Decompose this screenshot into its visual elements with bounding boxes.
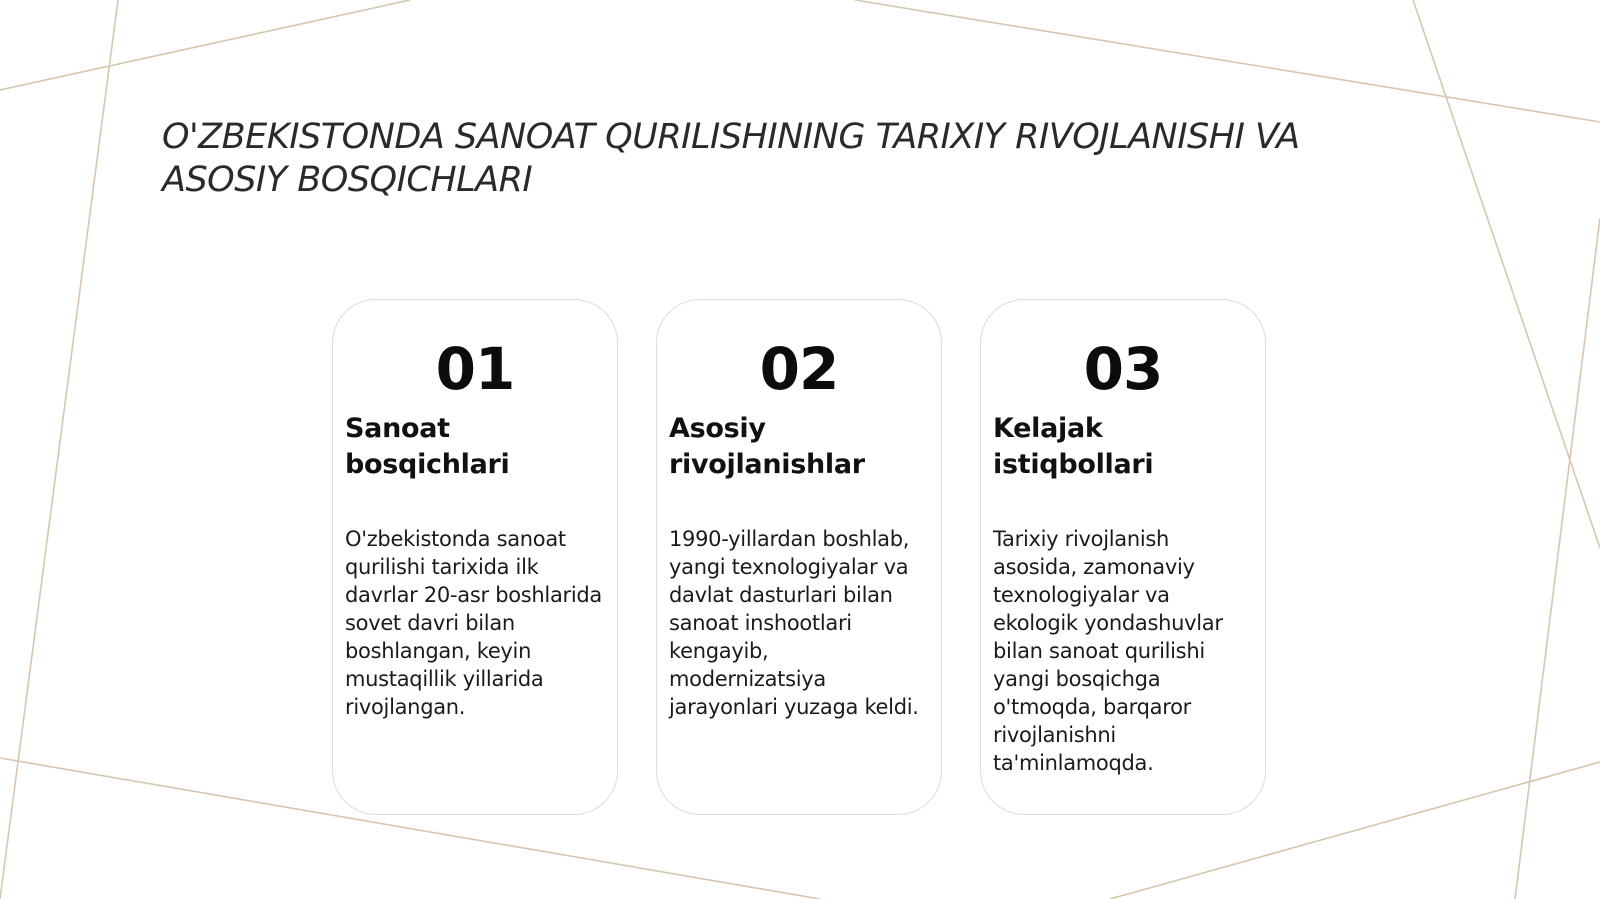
decor-line (0, 0, 410, 90)
stage-card-01 (332, 299, 618, 815)
stage-card-02 (656, 299, 942, 815)
card-heading: Sanoat bosqichlari (345, 413, 510, 480)
card-number: 02 (759, 335, 839, 403)
card-description: 1990-yillardan boshlab, yangi texnologiyalar va davlat dasturlari bilan sanoat inshootlari kengayib, modernizatsiya jarayonlari yuzaga keldi. (669, 527, 919, 719)
stage-card-03 (980, 299, 1266, 815)
card-number: 03 (1083, 335, 1163, 403)
slide-title: O'ZBEKISTONDA SANOAT QURILISHINING TARIXIY RIVOJLANISHI VA ASOSIY BOSQICHLARI (162, 117, 1300, 200)
decor-line (855, 0, 1600, 122)
card-description: Tarixiy rivojlanish asosida, zamonaviy texnologiyalar va ekologik yondashuvlar bilan sanoat qurilishi yangi bosqichga o'tmoqda, barqaror rivojlanishni ta'minlamoqda. (993, 527, 1223, 775)
card-heading: Kelajak istiqbollari (993, 413, 1154, 480)
decor-line (1413, 0, 1600, 548)
decor-line (0, 0, 118, 899)
card-number: 01 (435, 335, 515, 403)
decor-line (1515, 218, 1600, 899)
card-description: O'zbekistonda sanoat qurilishi tarixida ilk davrlar 20-asr boshlarida sovet davri bilan boshlangan, keyin mustaqillik yillarida rivojlangan. (345, 527, 602, 719)
card-heading: Asosiy rivojlanishlar (669, 413, 865, 480)
